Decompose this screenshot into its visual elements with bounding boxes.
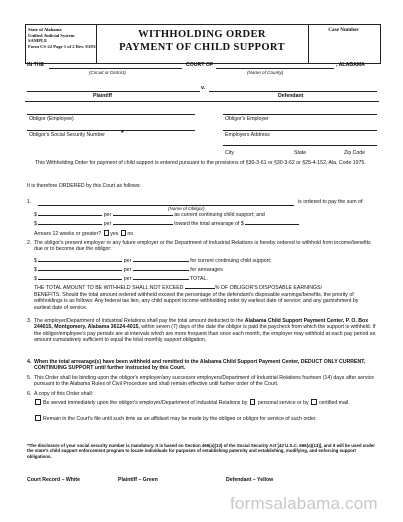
sample-label: SAMPLE bbox=[28, 38, 48, 44]
employer-address-field[interactable] bbox=[223, 130, 377, 131]
personal-service-checkbox[interactable] bbox=[250, 399, 256, 405]
service-option-1 bbox=[34, 399, 376, 407]
form-number: Form CS-22 Page 1 of 2 Rev. 03/01 bbox=[28, 43, 96, 49]
withhold-total-row bbox=[34, 276, 208, 282]
alabama-label: , ALABAMA bbox=[336, 62, 365, 68]
plaintiff-field[interactable] bbox=[27, 91, 200, 92]
payment-center-address: Alabama Child Support Payment Center, P. O. Box 244015, Montgomery, Alabama 36124-4015, bbox=[34, 318, 369, 331]
item-2-number: 2. bbox=[27, 240, 32, 246]
name-of-obligor-label: (Name of Obligor) bbox=[168, 206, 205, 211]
dollar-sign: $ bbox=[34, 212, 37, 218]
ssn-asterisk: * bbox=[121, 130, 124, 137]
arrears-question-row bbox=[34, 230, 133, 238]
defendant-field[interactable] bbox=[209, 91, 377, 92]
arrears-yes-checkbox[interactable] bbox=[104, 230, 110, 236]
item-2-priority-text: BENEFITS. Should the total amount ordered withheld exceed the percentage of the defendant's disposable earnings/benefits, the priority of withholdings is as follows: Any federal tax lien, any child support income withholding order by earliest date of service; and any garnishment by earliest date of service. bbox=[34, 292, 359, 311]
employer-address-label: Employers Address bbox=[225, 132, 270, 138]
item-3-number: 3. bbox=[27, 318, 32, 324]
withhold-arrearage-text: for arrearages bbox=[190, 267, 223, 273]
per-label: per bbox=[123, 276, 132, 282]
serve-immediately-checkbox[interactable] bbox=[35, 399, 41, 405]
current-period-field[interactable] bbox=[113, 215, 173, 216]
withhold-current-row bbox=[34, 258, 271, 264]
city-label: City bbox=[225, 150, 234, 156]
title-line-1: WITHHOLDING ORDER bbox=[138, 29, 266, 40]
item-1-number: 1. bbox=[27, 199, 32, 205]
county-field[interactable] bbox=[216, 68, 334, 69]
per-label: per bbox=[103, 221, 112, 227]
withhold-arrearage-row bbox=[34, 267, 223, 273]
withhold-current-period-field[interactable] bbox=[133, 261, 189, 262]
exceed-row bbox=[34, 285, 322, 291]
court-type-field[interactable] bbox=[49, 68, 182, 69]
title-line-2: PAYMENT OF CHILD SUPPORT bbox=[119, 42, 285, 53]
dollar-sign: $ bbox=[34, 276, 37, 282]
case-number-label: Case Number bbox=[328, 27, 359, 33]
defendant-label: Defendant bbox=[278, 93, 304, 99]
certified-mail-checkbox[interactable] bbox=[311, 399, 317, 405]
name-of-county-label: (Name of County) bbox=[247, 70, 284, 75]
withhold-total-text: TOTAL. bbox=[190, 276, 208, 282]
arrearage-row bbox=[34, 221, 299, 227]
remain-in-file-checkbox[interactable] bbox=[35, 415, 41, 421]
withhold-current-amount-field[interactable] bbox=[38, 261, 122, 262]
total-arrearage-field[interactable] bbox=[245, 224, 299, 225]
item-3-text bbox=[34, 318, 376, 344]
footer-court-copy: Court Record – White bbox=[27, 477, 81, 483]
withhold-arrearage-period-field[interactable] bbox=[133, 270, 189, 271]
arrearage-period-field[interactable] bbox=[113, 224, 173, 225]
arrears-no-checkbox[interactable] bbox=[121, 230, 127, 236]
section-rule bbox=[25, 101, 379, 102]
arrearage-amount-field[interactable] bbox=[38, 224, 102, 225]
system-name: Unified Judicial System bbox=[28, 32, 75, 38]
header-left-block bbox=[28, 27, 98, 49]
arrears-no-label: no bbox=[127, 231, 134, 238]
circuit-or-district-label: (Circuit or District) bbox=[89, 70, 126, 75]
state-label: State bbox=[294, 150, 307, 156]
per-label: per bbox=[123, 258, 132, 264]
item-6-number: 6. bbox=[27, 391, 32, 397]
arrears-question: Arrears 12 weeks or greater? bbox=[34, 231, 102, 238]
watermark: formsalabama.com bbox=[230, 494, 378, 513]
service-option-1-text-c: certified mail. bbox=[319, 400, 350, 407]
dollar-sign: $ bbox=[34, 221, 37, 227]
in-the-label: IN THE bbox=[27, 62, 45, 68]
court-of-label: COURT OF bbox=[186, 62, 214, 68]
max-percent-field[interactable] bbox=[185, 288, 215, 289]
ordered-line: It is therefore ORDERED by this Court as follows: bbox=[27, 183, 141, 189]
item-3-text-a: The employer/Department of Industrial Relations shall pay the total amount deducted to the bbox=[34, 318, 245, 324]
obligor-label: Obligor (Employee) bbox=[29, 116, 74, 122]
footer-plaintiff-copy: Plaintiff – Green bbox=[118, 477, 158, 483]
toward-arrearage-text: toward the total arrearage of $ bbox=[174, 221, 244, 227]
withhold-current-text: for current continuing child support; bbox=[190, 258, 272, 264]
page-title bbox=[96, 28, 308, 54]
plaintiff-label: Plaintiff bbox=[93, 93, 113, 99]
item-6-text: A copy of this Order shall: bbox=[34, 391, 94, 397]
current-support-text: as current continuing child support; and bbox=[174, 212, 265, 218]
arrears-yes-label: yes bbox=[110, 231, 119, 238]
item-1-tail: is ordered to pay the sum of: bbox=[298, 199, 364, 205]
employer-street-field[interactable] bbox=[223, 145, 377, 146]
exceed-text-post: % OF OBLIGOR'S DISPOSABLE EARNINGS/ bbox=[214, 285, 322, 291]
obligor-ssn-label: Obligor's Social Security Number bbox=[29, 132, 105, 138]
obligor-field[interactable] bbox=[27, 114, 195, 115]
exceed-text-pre: THE TOTAL AMOUNT TO BE WITHHELD SHALL NOT EXCEED bbox=[34, 285, 184, 291]
service-option-1-text-a: Be served immediately upon the obligor's employer/Department of Industrial Relations by bbox=[43, 400, 248, 407]
footer-defendant-copy: Defendant – Yellow bbox=[226, 477, 274, 483]
obligor-name-field[interactable] bbox=[38, 205, 294, 206]
service-option-1-text-b: personal service or by bbox=[257, 400, 309, 407]
withhold-total-amount-field[interactable] bbox=[38, 279, 122, 280]
service-option-2-text: Remain in the Court's file until such time as an affidavit may be made by the obligee or obligor for service of such order. bbox=[43, 416, 317, 423]
zip-label: Zip Code bbox=[344, 150, 366, 156]
item-3-text-b: within seven (7) days of the date the obligor is paid the paycheck from which the support is withheld. If the obligor/employee's pay periods are at intervals which are more frequent than once each month, the employer may withhold at each pay period an amount cumulatively sufficient to equal the total monthly support obligation. bbox=[34, 324, 376, 344]
state-name: State of Alabama bbox=[28, 27, 62, 32]
per-label: per bbox=[103, 212, 112, 218]
current-amount-field[interactable] bbox=[38, 215, 102, 216]
versus-label: v. bbox=[201, 85, 205, 91]
employer-field[interactable] bbox=[223, 114, 377, 115]
current-support-row bbox=[34, 212, 265, 218]
case-number-field[interactable] bbox=[310, 35, 376, 60]
obligor-ssn-field[interactable] bbox=[27, 130, 195, 131]
item-5-number: 5. bbox=[27, 375, 32, 381]
dollar-sign: $ bbox=[34, 258, 37, 264]
withhold-total-period-field[interactable] bbox=[133, 279, 189, 280]
item-5-text: This Order shall be binding upon the obligor's employer/any successor employers/Department of Industrial Relations fourteen (14) days after service pursuant to the Alabama Rules of Civil Procedure and shall remain effective until further order of the Court. bbox=[34, 375, 375, 388]
service-option-2 bbox=[34, 415, 376, 423]
intro-paragraph: This Withholding Order for payment of child support is entered pursuant to the provisions of §30-3-61 or §30-3-62 or §25-4-152, Ala. Code 1975. bbox=[35, 160, 366, 166]
dollar-sign: $ bbox=[34, 267, 37, 273]
item-4-text: When the total arrearage(s) have been withheld and remitted to the Alabama Child Support Payment Center, DEDUCT ONLY CURRENT, CONTINUING SUPPORT until further instructed by this Court. bbox=[34, 359, 366, 372]
employer-label: Obligor's Employer bbox=[225, 116, 269, 122]
item-4-number: 4. bbox=[27, 359, 32, 365]
withhold-arrearage-amount-field[interactable] bbox=[38, 270, 122, 271]
item-2-text: The obligor's present employer or any future employer or the Department of Industrial Relations is hereby ordered to withhold from income/benefits due or to become due the obligor: bbox=[34, 240, 371, 253]
ssn-disclosure: *The disclosure of your social security number is mandatory. It is based on Section 466(a)(13) of the Social Security Act [42 U.S.C. 666(a)(13)], and it will be used under the state's child support enforcement program to locate individuals for purposes of establishing paternity and establishing, modifying, and enforcing support obligations. bbox=[27, 443, 375, 459]
per-label: per bbox=[123, 267, 132, 273]
